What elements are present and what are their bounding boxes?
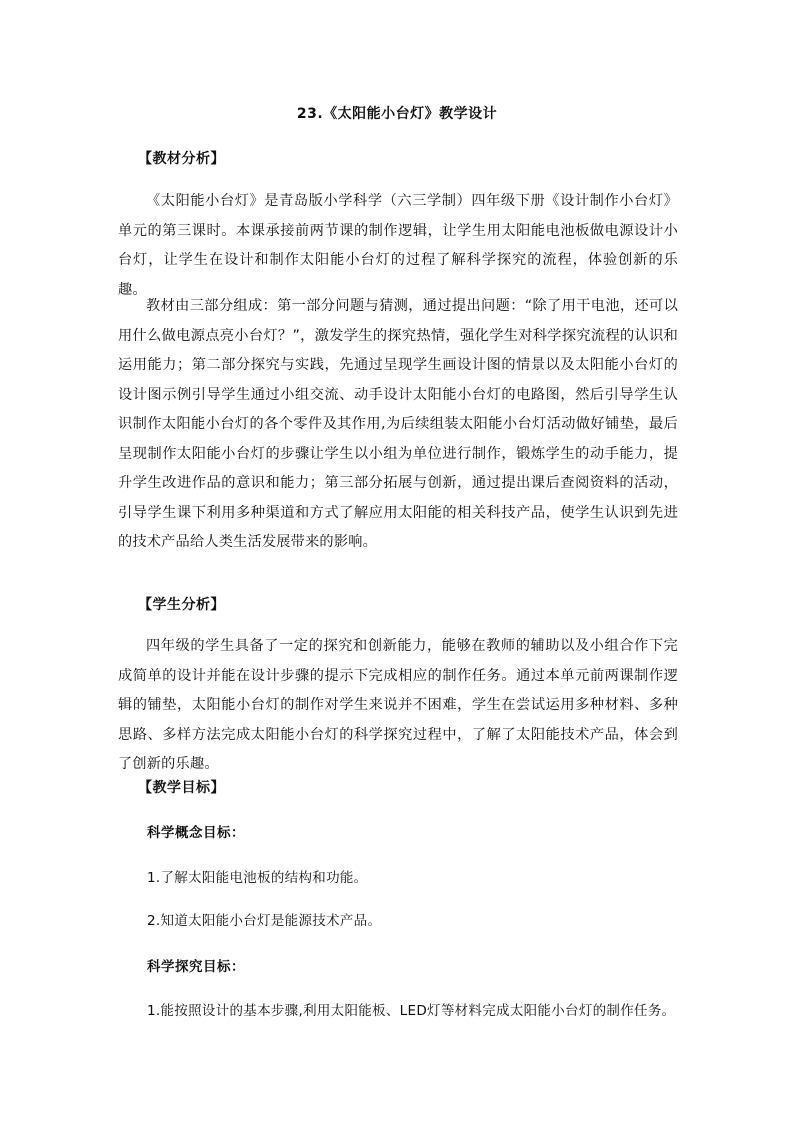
inquiry-goals-heading: 科学探究目标： [147, 959, 245, 975]
section-heading-teaching-goals: 【教学目标】 [138, 780, 225, 796]
section-heading-student-analysis: 【学生分析】 [138, 597, 225, 613]
document-title: 23.《太阳能小台灯》教学设计 [296, 106, 498, 122]
material-analysis-paragraph-2: 教材由三部分组成：第一部分问题与猜测，通过提出问题：“除了用干电池，还可以用什么做电源点亮小台灯？”，激发学生的探究热情，强化学生对科学探究流程的认识和运用能力；第二部分探究与实践，先通过呈现学生画设计图的情景以及太阳能小台灯的设计图示例引导学生通过小组交流、动手设计太阳能小台灯的电路图，然后引导学生认识制作太阳能小台灯的各个零件及其作用,为后续组装太阳能小台灯活动做好铺垫，最后呈现制作太阳能小台灯的步骤让学生以小组为单位进行制作，锻炼学生的动手能力，提升学生改进作品的意识和能力；第三部分拓展与创新，通过提出课后查阅资料的活动，引导学生课下利用多种渠道和方式了解应用太阳能的相关科技产品，使学生认识到先进的技术产品给人类生活发展带来的影响。 [118, 298, 678, 550]
concept-goals-heading: 科学概念目标： [147, 825, 245, 841]
inquiry-goal-item: 1.能按照设计的基本步骤,利用太阳能板、LED灯等材料完成太阳能小台灯的制作任务。 [147, 1003, 676, 1019]
section-heading-material-analysis: 【教材分析】 [138, 151, 225, 167]
concept-goal-item: 1.了解太阳能电池板的结构和功能。 [147, 870, 368, 886]
student-analysis-paragraph: 四年级的学生具备了一定的探究和创新能力，能够在教师的辅助以及小组合作下完成简单的设计并能在设计步骤的提示下完成相应的制作任务。通过本单元前两课制作逻辑的铺垫，太阳能小台灯的制作对学生来说并不困难，学生在尝试运用多种材料、多种思路、多样方法完成太阳能小台灯的科学探究过程中，了解了太阳能技术产品，体会到了创新的乐趣。 [118, 638, 678, 772]
material-analysis-paragraph-1: 《太阳能小台灯》是青岛版小学科学（六三学制）四年级下册《设计制作小台灯》单元的第三课时。本课承接前两节课的制作逻辑，让学生用太阳能电池板做电源设计小台灯，让学生在设计和制作太阳能小台灯的过程了解科学探究的流程，体验创新的乐趣。 [118, 193, 678, 298]
concept-goal-item: 2.知道太阳能小台灯是能源技术产品。 [147, 913, 382, 929]
